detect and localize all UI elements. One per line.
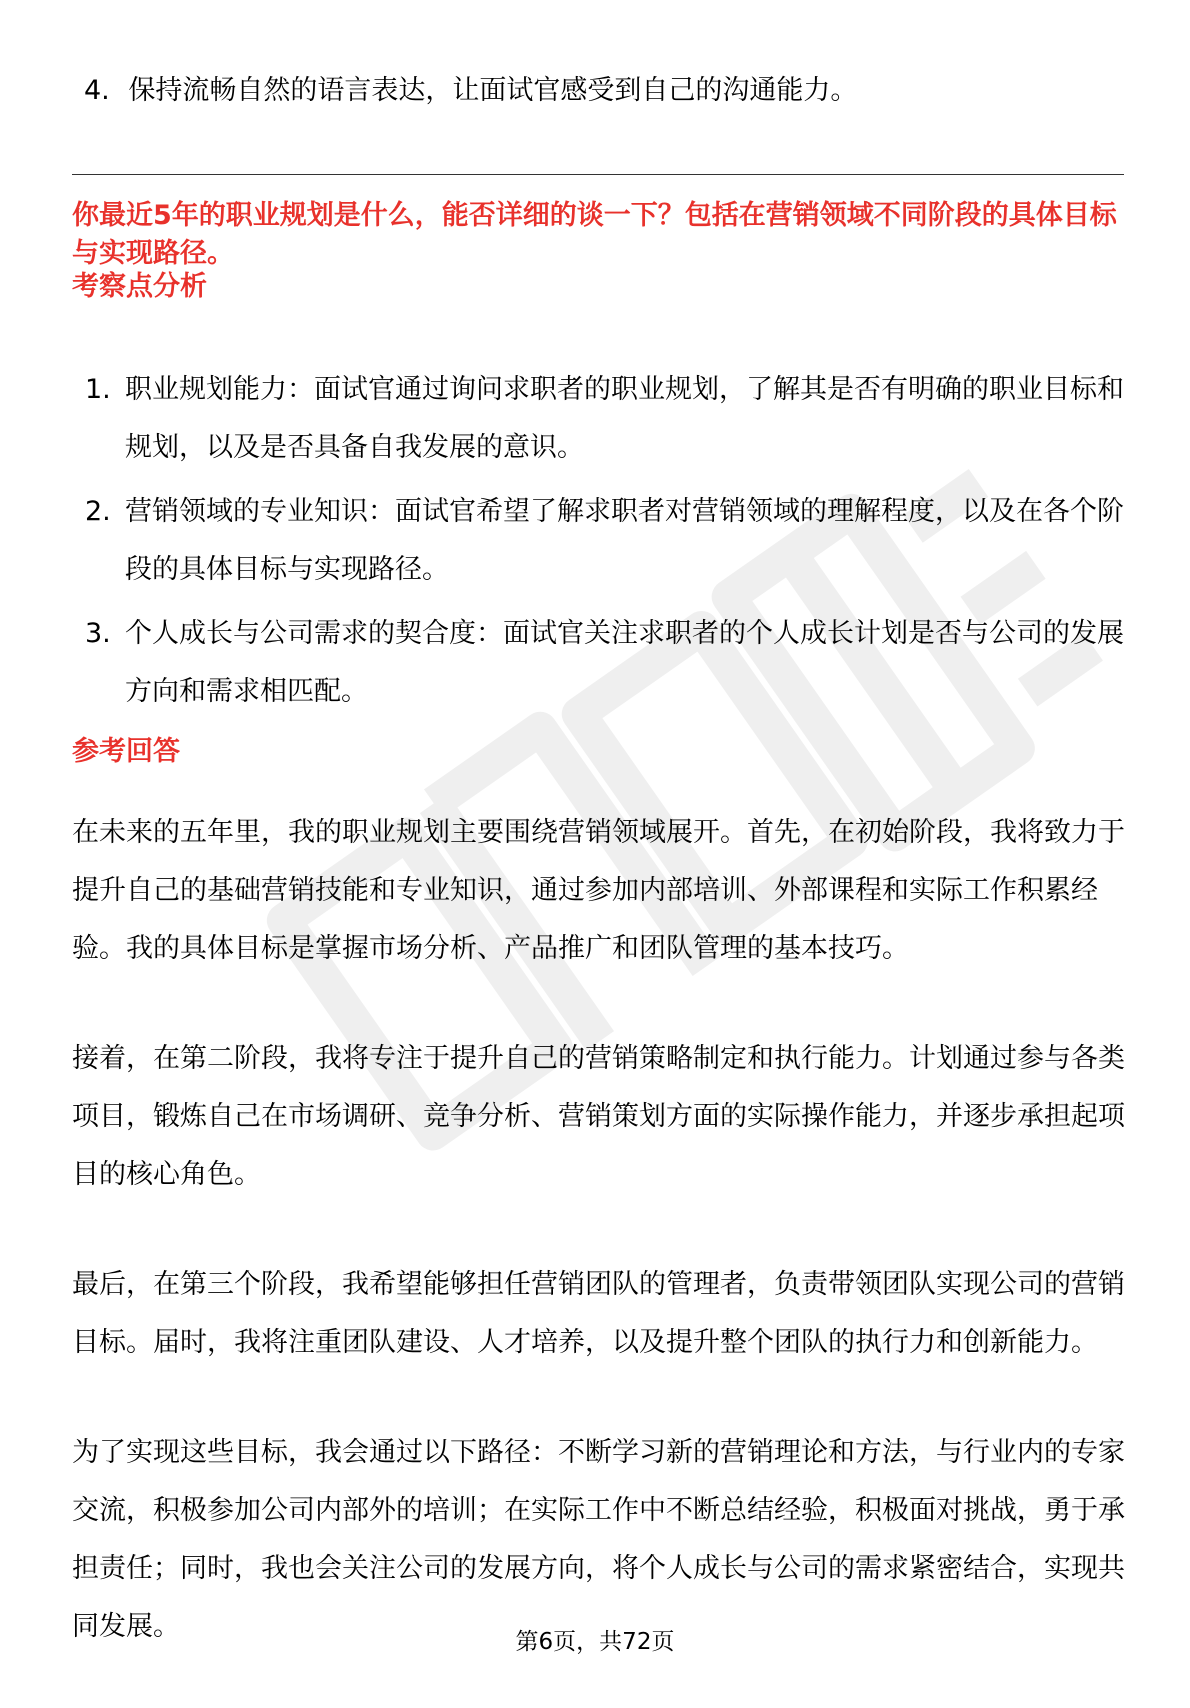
list-item-text: 个人成长与公司需求的契合度：面试官关注求职者的个人成长计划是否与公司的发展方向和需求相匹配。 [125,618,1124,707]
answer-paragraph: 为了实现这些目标，我会通过以下路径：不断学习新的营销理论和方法，与行业内的专家交流，积极参加公司内部外的培训；在实际工作中不断总结经验，积极面对挑战，勇于承担责任；同时，我也会关注公司的发展方向，将个人成长与公司的需求紧密结合，实现共同发展。 [72,1437,1125,1642]
list-item-number: 1. [85,374,111,405]
answer-paragraph: 最后，在第三个阶段，我希望能够担任营销团队的管理者，负责带领团队实现公司的营销目标。届时，我将注重团队建设、人才培养，以及提升整个团队的执行力和创新能力。 [72,1269,1125,1358]
list-item-number: 2. [85,496,111,527]
section-divider [72,174,1124,175]
analysis-list [72,361,1132,721]
list-item [72,605,1132,721]
list-item-text: 保持流畅自然的语言表达，让面试官感受到自己的沟通能力。 [128,75,858,106]
answer-paragraph: 在未来的五年里，我的职业规划主要围绕营销领域展开。首先，在初始阶段，我将致力于提升自己的基础营销技能和专业知识，通过参加内部培训、外部课程和实际工作积累经验。我的具体目标是掌握市场分析、产品推广和团队管理的基本技巧。 [72,817,1125,964]
list-item-text: 职业规划能力：面试官通过询问求职者的职业规划，了解其是否有明确的职业目标和规划，以及是否具备自我发展的意识。 [125,374,1124,463]
interview-question: 你最近5年的职业规划是什么，能否详细的谈一下？包括在营销领域不同阶段的具体目标与实现路径。 [72,200,1117,269]
page-number: 第6页，共72页 [515,1629,675,1655]
list-item-text: 营销领域的专业知识：面试官希望了解求职者对营销领域的理解程度，以及在各个阶段的具体目标与实现路径。 [125,496,1124,585]
list-item [72,361,1132,477]
list-item-number: 4. [84,75,110,106]
answer-paragraph: 接着，在第二阶段，我将专注于提升自己的营销策略制定和执行能力。计划通过参与各类项目，锻炼自己在市场调研、竞争分析、营销策划方面的实际操作能力，并逐步承担起项目的核心角色。 [72,1043,1125,1190]
list-item [72,483,1132,599]
answer-title: 参考回答 [72,736,180,767]
list-item-number: 3. [85,618,111,649]
answer-body [72,804,1132,1708]
list-item [84,72,857,110]
analysis-title: 考察点分析 [72,271,207,302]
